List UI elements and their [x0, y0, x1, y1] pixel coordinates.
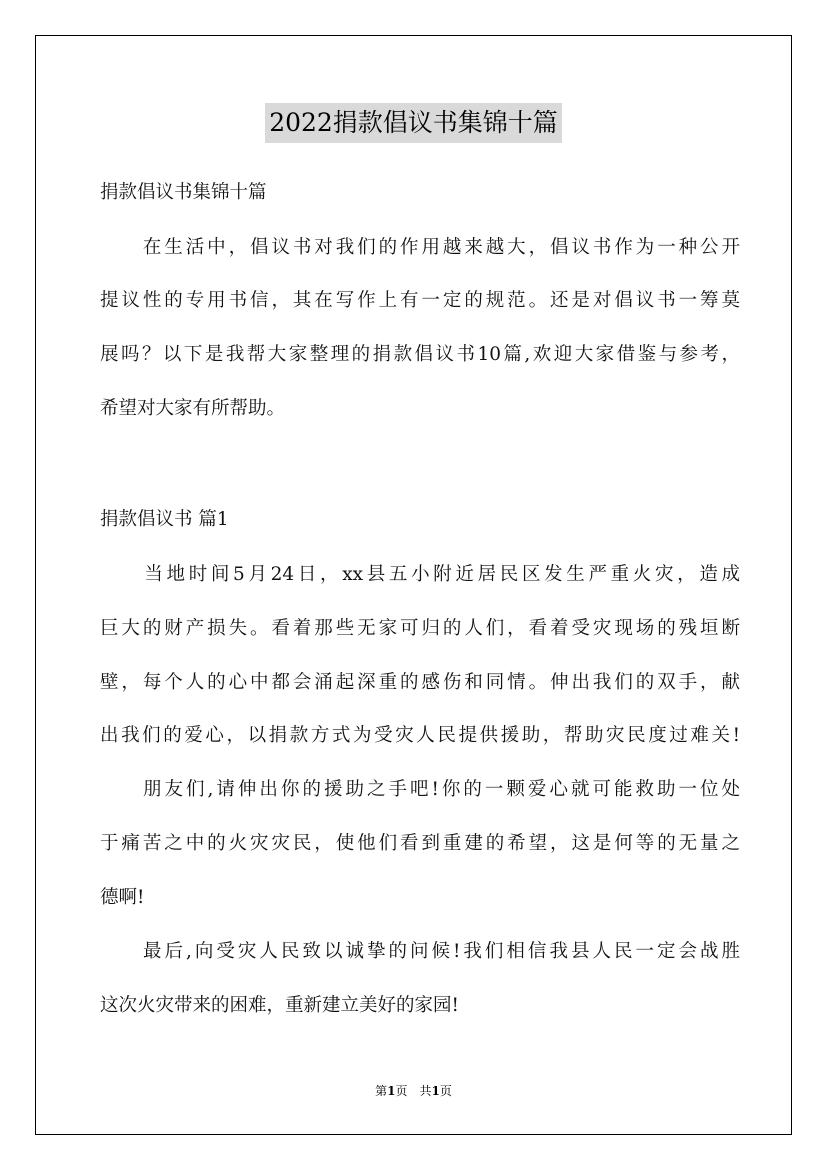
section1-line-9: 这次火灾带来的困难，重新建立美好的家园!	[100, 995, 459, 1016]
subtitle: 捐款倡议书集锦十篇	[100, 182, 267, 203]
page-footer	[0, 1083, 827, 1099]
footer-label-3: 页	[439, 1084, 452, 1098]
footer-label-2: 页 共	[395, 1084, 432, 1098]
section1-line-7: 德啊!	[100, 887, 145, 908]
footer-label-1: 第	[375, 1084, 388, 1098]
section1-line-2: 巨大的财产损失。看着那些无家可归的人们，看着受灾现场的残垣断	[100, 618, 740, 639]
document-title-block	[0, 103, 827, 143]
section1-line-5: 朋友们,请伸出你的援助之手吧!你的一颗爱心就可能救助一位处	[100, 779, 740, 800]
intro-line-4: 希望对大家有所帮助。	[100, 398, 286, 419]
footer-page-total: 1	[431, 1084, 440, 1098]
intro-line-1: 在生活中，倡议书对我们的作用越来越大，倡议书作为一种公开	[100, 237, 740, 258]
section1-line-1: 当地时间5月24日，xx县五小附近居民区发生严重火灾，造成	[100, 564, 740, 585]
section1-line-4: 出我们的爱心，以捐款方式为受灾人民提供援助，帮助灾民度过难关!	[100, 725, 740, 746]
section1-line-3: 壁，每个人的心中都会涌起深重的感伤和同情。伸出我们的双手，献	[100, 672, 740, 693]
section1-line-6: 于痛苦之中的火灾灾民，使他们看到重建的希望，这是何等的无量之	[100, 833, 740, 854]
footer-page-number: 1	[387, 1084, 396, 1098]
document-title: 2022捐款倡议书集锦十篇	[265, 103, 562, 143]
section1-line-8: 最后,向受灾人民致以诚挚的问候!我们相信我县人民一定会战胜	[100, 941, 740, 962]
intro-line-3: 展吗？以下是我帮大家整理的捐款倡议书10篇,欢迎大家借鉴与参考，	[100, 344, 740, 365]
intro-line-2: 提议性的专用书信，其在写作上有一定的规范。还是对倡议书一筹莫	[100, 290, 740, 311]
section1-heading: 捐款倡议书 篇1	[100, 509, 229, 530]
